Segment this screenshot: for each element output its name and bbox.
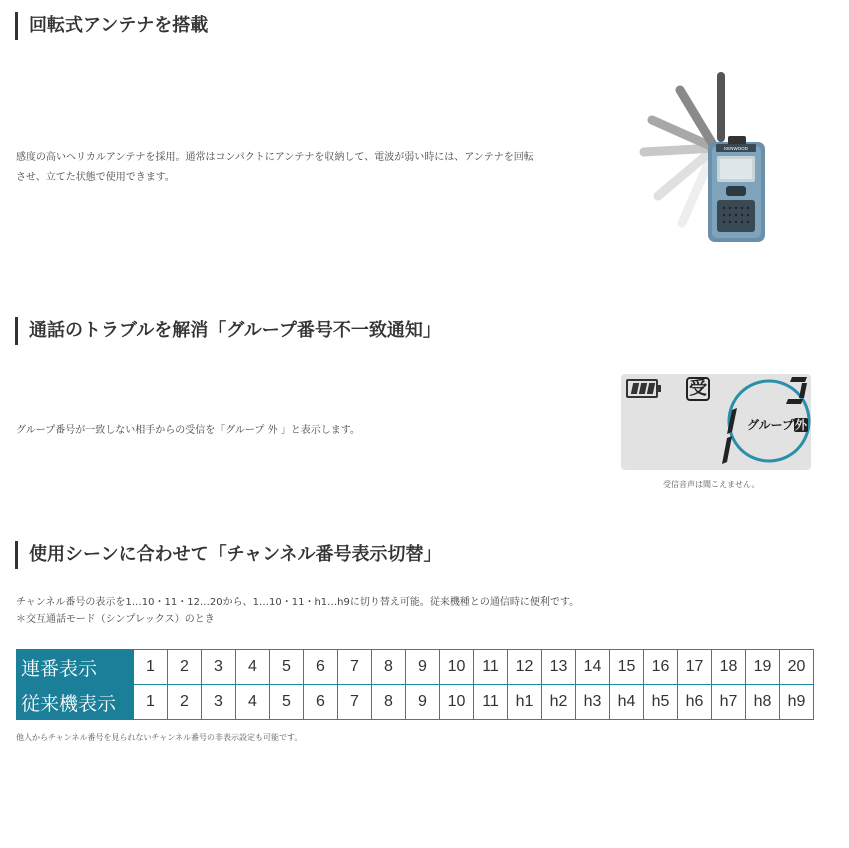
row-label-legacy: 従来機表示 bbox=[17, 685, 134, 720]
table-cell: h9 bbox=[780, 685, 814, 720]
table-cell: 7 bbox=[338, 650, 372, 685]
table-cell: 20 bbox=[780, 650, 814, 685]
radio-illustration bbox=[620, 68, 790, 248]
seg-digit-2-a bbox=[790, 377, 807, 382]
row-label-sequential: 連番表示 bbox=[17, 650, 134, 685]
table-cell: 11 bbox=[474, 650, 508, 685]
table-cell: 11 bbox=[474, 685, 508, 720]
group-mismatch-description: グループ番号が一致しない相手からの受信を「グループ 外 」と表示します。 bbox=[16, 425, 360, 436]
channel-description-line1: チャンネル番号の表示を1…10・11・12…20から、1…10・11・h1…h9に切り替え可能。従来機種との通信時に便利です。 bbox=[16, 597, 580, 608]
table-cell: h8 bbox=[746, 685, 780, 720]
channel-description-line2: ＊交互通話モード（シンプレックス）のとき bbox=[16, 614, 215, 625]
channel-footnote: 他人からチャンネル番号を見られないチャンネル番号の非表示設定も可能です。 bbox=[16, 733, 303, 742]
table-cell: 9 bbox=[406, 685, 440, 720]
table-cell: 15 bbox=[610, 650, 644, 685]
table-cell: h5 bbox=[644, 685, 678, 720]
table-cell: 5 bbox=[270, 685, 304, 720]
table-cell: 18 bbox=[712, 650, 746, 685]
table-cell: 10 bbox=[440, 650, 474, 685]
table-cell: 6 bbox=[304, 650, 338, 685]
table-cell: h3 bbox=[576, 685, 610, 720]
receive-indicator: 受 bbox=[686, 377, 710, 401]
radio-button bbox=[726, 186, 746, 196]
table-cell: 16 bbox=[644, 650, 678, 685]
table-cell: h7 bbox=[712, 685, 746, 720]
table-row-legacy bbox=[17, 685, 814, 720]
radio-brand-text: KENWOOD bbox=[724, 146, 748, 151]
lcd-caption: 受信音声は聞こえません。 bbox=[663, 480, 760, 489]
table-cell: 17 bbox=[678, 650, 712, 685]
table-cell: 1 bbox=[134, 650, 168, 685]
antenna-description-line1: 感度の高いヘリカルアンテナを採用。通常はコンパクトにアンテナを収納して、電波が弱い時には、アンテナを回転 bbox=[16, 152, 534, 163]
radio-antenna-image bbox=[620, 68, 790, 248]
section-title-channel-display: 使用シーンに合わせて「チャンネル番号表示切替」 bbox=[15, 541, 442, 569]
table-cell: 4 bbox=[236, 650, 270, 685]
table-cell: 9 bbox=[406, 650, 440, 685]
antenna-description bbox=[16, 148, 534, 188]
table-cell: 19 bbox=[746, 650, 780, 685]
channel-number-table bbox=[16, 649, 814, 720]
table-cell: h2 bbox=[542, 685, 576, 720]
table-cell: 3 bbox=[202, 685, 236, 720]
section-title-antenna: 回転式アンテナを搭載 bbox=[15, 12, 208, 40]
table-row-sequential bbox=[17, 650, 814, 685]
out-indicator: 外 bbox=[795, 418, 808, 432]
table-cell: 5 bbox=[270, 650, 304, 685]
table-cell: 2 bbox=[168, 650, 202, 685]
table-cell: 8 bbox=[372, 685, 406, 720]
seg-digit-1-bottom bbox=[722, 436, 732, 464]
table-cell: 14 bbox=[576, 650, 610, 685]
table-cell: 8 bbox=[372, 650, 406, 685]
antenna-description-line2: させ、立てた状態で使用できます。 bbox=[16, 172, 175, 183]
table-cell: 4 bbox=[236, 685, 270, 720]
seg-digit-2-g bbox=[786, 399, 803, 404]
table-cell: 6 bbox=[304, 685, 338, 720]
table-cell: h6 bbox=[678, 685, 712, 720]
group-text: グループ bbox=[747, 418, 795, 432]
section-title-group-mismatch: 通話のトラブルを解消「グループ番号不一致通知」 bbox=[15, 317, 441, 345]
seg-digit-2-b bbox=[799, 383, 807, 398]
table-cell: 10 bbox=[440, 685, 474, 720]
ghost-antenna-3 bbox=[644, 148, 715, 152]
table-cell: 7 bbox=[338, 685, 372, 720]
table-cell: 12 bbox=[508, 650, 542, 685]
group-out-label bbox=[747, 416, 808, 433]
table-cell: 13 bbox=[542, 650, 576, 685]
lcd-display bbox=[621, 374, 811, 470]
table-cell: 1 bbox=[134, 685, 168, 720]
channel-description bbox=[16, 594, 579, 628]
table-cell: 2 bbox=[168, 685, 202, 720]
table-cell: h4 bbox=[610, 685, 644, 720]
table-cell: 3 bbox=[202, 650, 236, 685]
table-cell: h1 bbox=[508, 685, 542, 720]
